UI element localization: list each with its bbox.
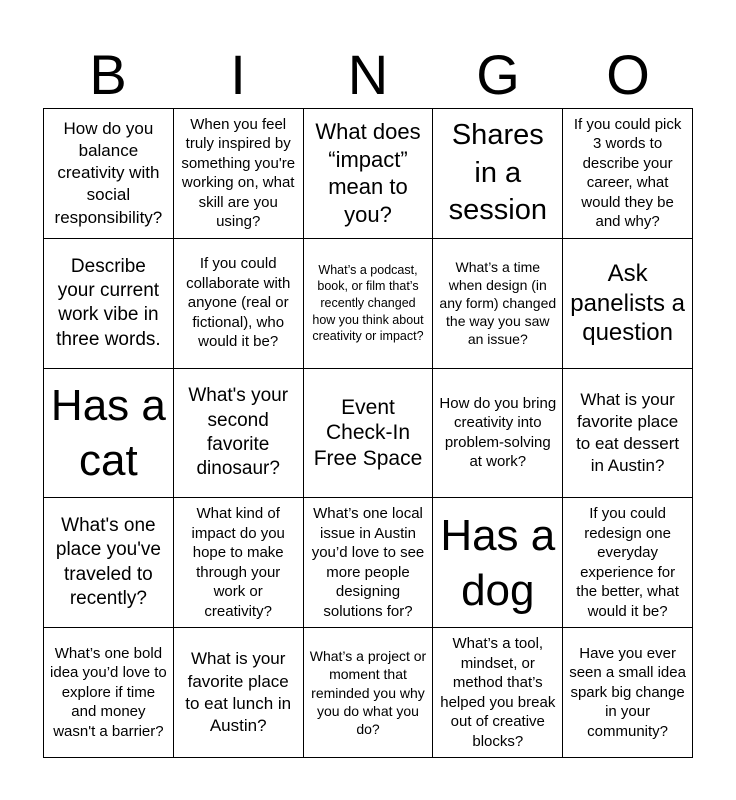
cell-text: What is your favorite place to eat dessert in Austin? xyxy=(576,389,680,476)
bingo-cell-r4c2[interactable] xyxy=(174,498,304,628)
bingo-cell-r2c4[interactable] xyxy=(433,239,563,369)
bingo-cell-r5c3[interactable] xyxy=(304,628,434,758)
bingo-cell-r4c1[interactable] xyxy=(44,498,174,628)
cell-text: How do you bring creativity into problem-solving at work? xyxy=(439,394,557,471)
bingo-cell-r1c1[interactable] xyxy=(44,109,174,239)
bingo-cell-r2c5[interactable] xyxy=(563,239,693,369)
cell-text: If you could redesign one everyday experience for the better, what would it be? xyxy=(576,505,679,620)
cell-text: What kind of impact do you hope to make through your work or creativity? xyxy=(191,505,285,620)
cell-text: If you could pick 3 words to describe your career, what would they be and why? xyxy=(573,115,682,231)
bingo-cell-r2c1[interactable] xyxy=(44,239,174,369)
bingo-cell-r3c3[interactable] xyxy=(304,369,434,499)
cell-text: What’s a podcast, book, or film that’s recently changed how you think about creativity or impact? xyxy=(312,262,424,344)
header-letter-o: O xyxy=(606,43,650,106)
bingo-cell-r3c4[interactable] xyxy=(433,369,563,499)
bingo-board xyxy=(43,108,693,758)
cell-text: If you could collaborate with anyone (real or fictional), who would it be? xyxy=(186,255,291,351)
cell-text: When you feel truly inspired by something you're working on, what skill are you using? xyxy=(181,115,296,231)
cell-text: Has a dog xyxy=(440,510,556,615)
cell-text: How do you balance creativity with social responsibility? xyxy=(54,119,163,227)
cell-text: Shares in a session xyxy=(448,118,547,227)
bingo-cell-r5c2[interactable] xyxy=(174,628,304,758)
bingo-cell-r4c4[interactable] xyxy=(433,498,563,628)
header-letter-b: B xyxy=(89,43,127,106)
cell-text: Ask panelists a question xyxy=(570,260,685,346)
cell-text: What's one place you've traveled to recently? xyxy=(55,515,161,610)
bingo-cell-r3c5[interactable] xyxy=(563,369,693,499)
cell-text: What’s a tool, mindset, or method that’s helped you break out of creative blocks? xyxy=(440,635,556,750)
cell-text: What’s one local issue in Austin you’d love to see more people designing solutions for? xyxy=(311,505,425,620)
cell-text: What is your favorite place to eat lunch in Austin? xyxy=(185,649,292,735)
bingo-cell-r1c4[interactable] xyxy=(433,109,563,239)
cell-text: Has a cat xyxy=(50,380,166,485)
header-letter-g: G xyxy=(476,43,520,106)
bingo-header xyxy=(43,44,693,106)
bingo-cell-r3c1[interactable] xyxy=(44,369,174,499)
cell-text: Have you ever seen a small idea spark big change in your community? xyxy=(569,644,686,740)
bingo-cell-r5c4[interactable] xyxy=(433,628,563,758)
bingo-cell-r5c1[interactable] xyxy=(44,628,174,758)
cell-text: What’s a time when design (in any form) changed the way you saw an issue? xyxy=(439,258,557,348)
cell-text: What does “impact” mean to you? xyxy=(315,119,421,227)
bingo-cell-r4c5[interactable] xyxy=(563,498,693,628)
bingo-cell-r1c3[interactable] xyxy=(304,109,434,239)
bingo-cell-r2c2[interactable] xyxy=(174,239,304,369)
cell-text: What's your second favorite dinosaur? xyxy=(188,385,289,480)
bingo-cell-r5c5[interactable] xyxy=(563,628,693,758)
bingo-cell-r1c2[interactable] xyxy=(174,109,304,239)
bingo-cell-r1c5[interactable] xyxy=(563,109,693,239)
cell-text: Describe your current work vibe in three words. xyxy=(56,255,161,350)
header-letter-i: I xyxy=(230,43,246,106)
bingo-cell-r4c3[interactable] xyxy=(304,498,434,628)
bingo-cell-r3c2[interactable] xyxy=(174,369,304,499)
header-letter-n: N xyxy=(347,43,389,106)
bingo-cell-r2c3[interactable] xyxy=(304,239,434,369)
cell-text: What’s a project or moment that reminded you why you do what you do? xyxy=(309,648,427,737)
cell-text: What’s one bold idea you’d love to explore if time and money wasn't a barrier? xyxy=(50,644,167,740)
cell-text: Event Check-In Free Space xyxy=(313,396,423,470)
